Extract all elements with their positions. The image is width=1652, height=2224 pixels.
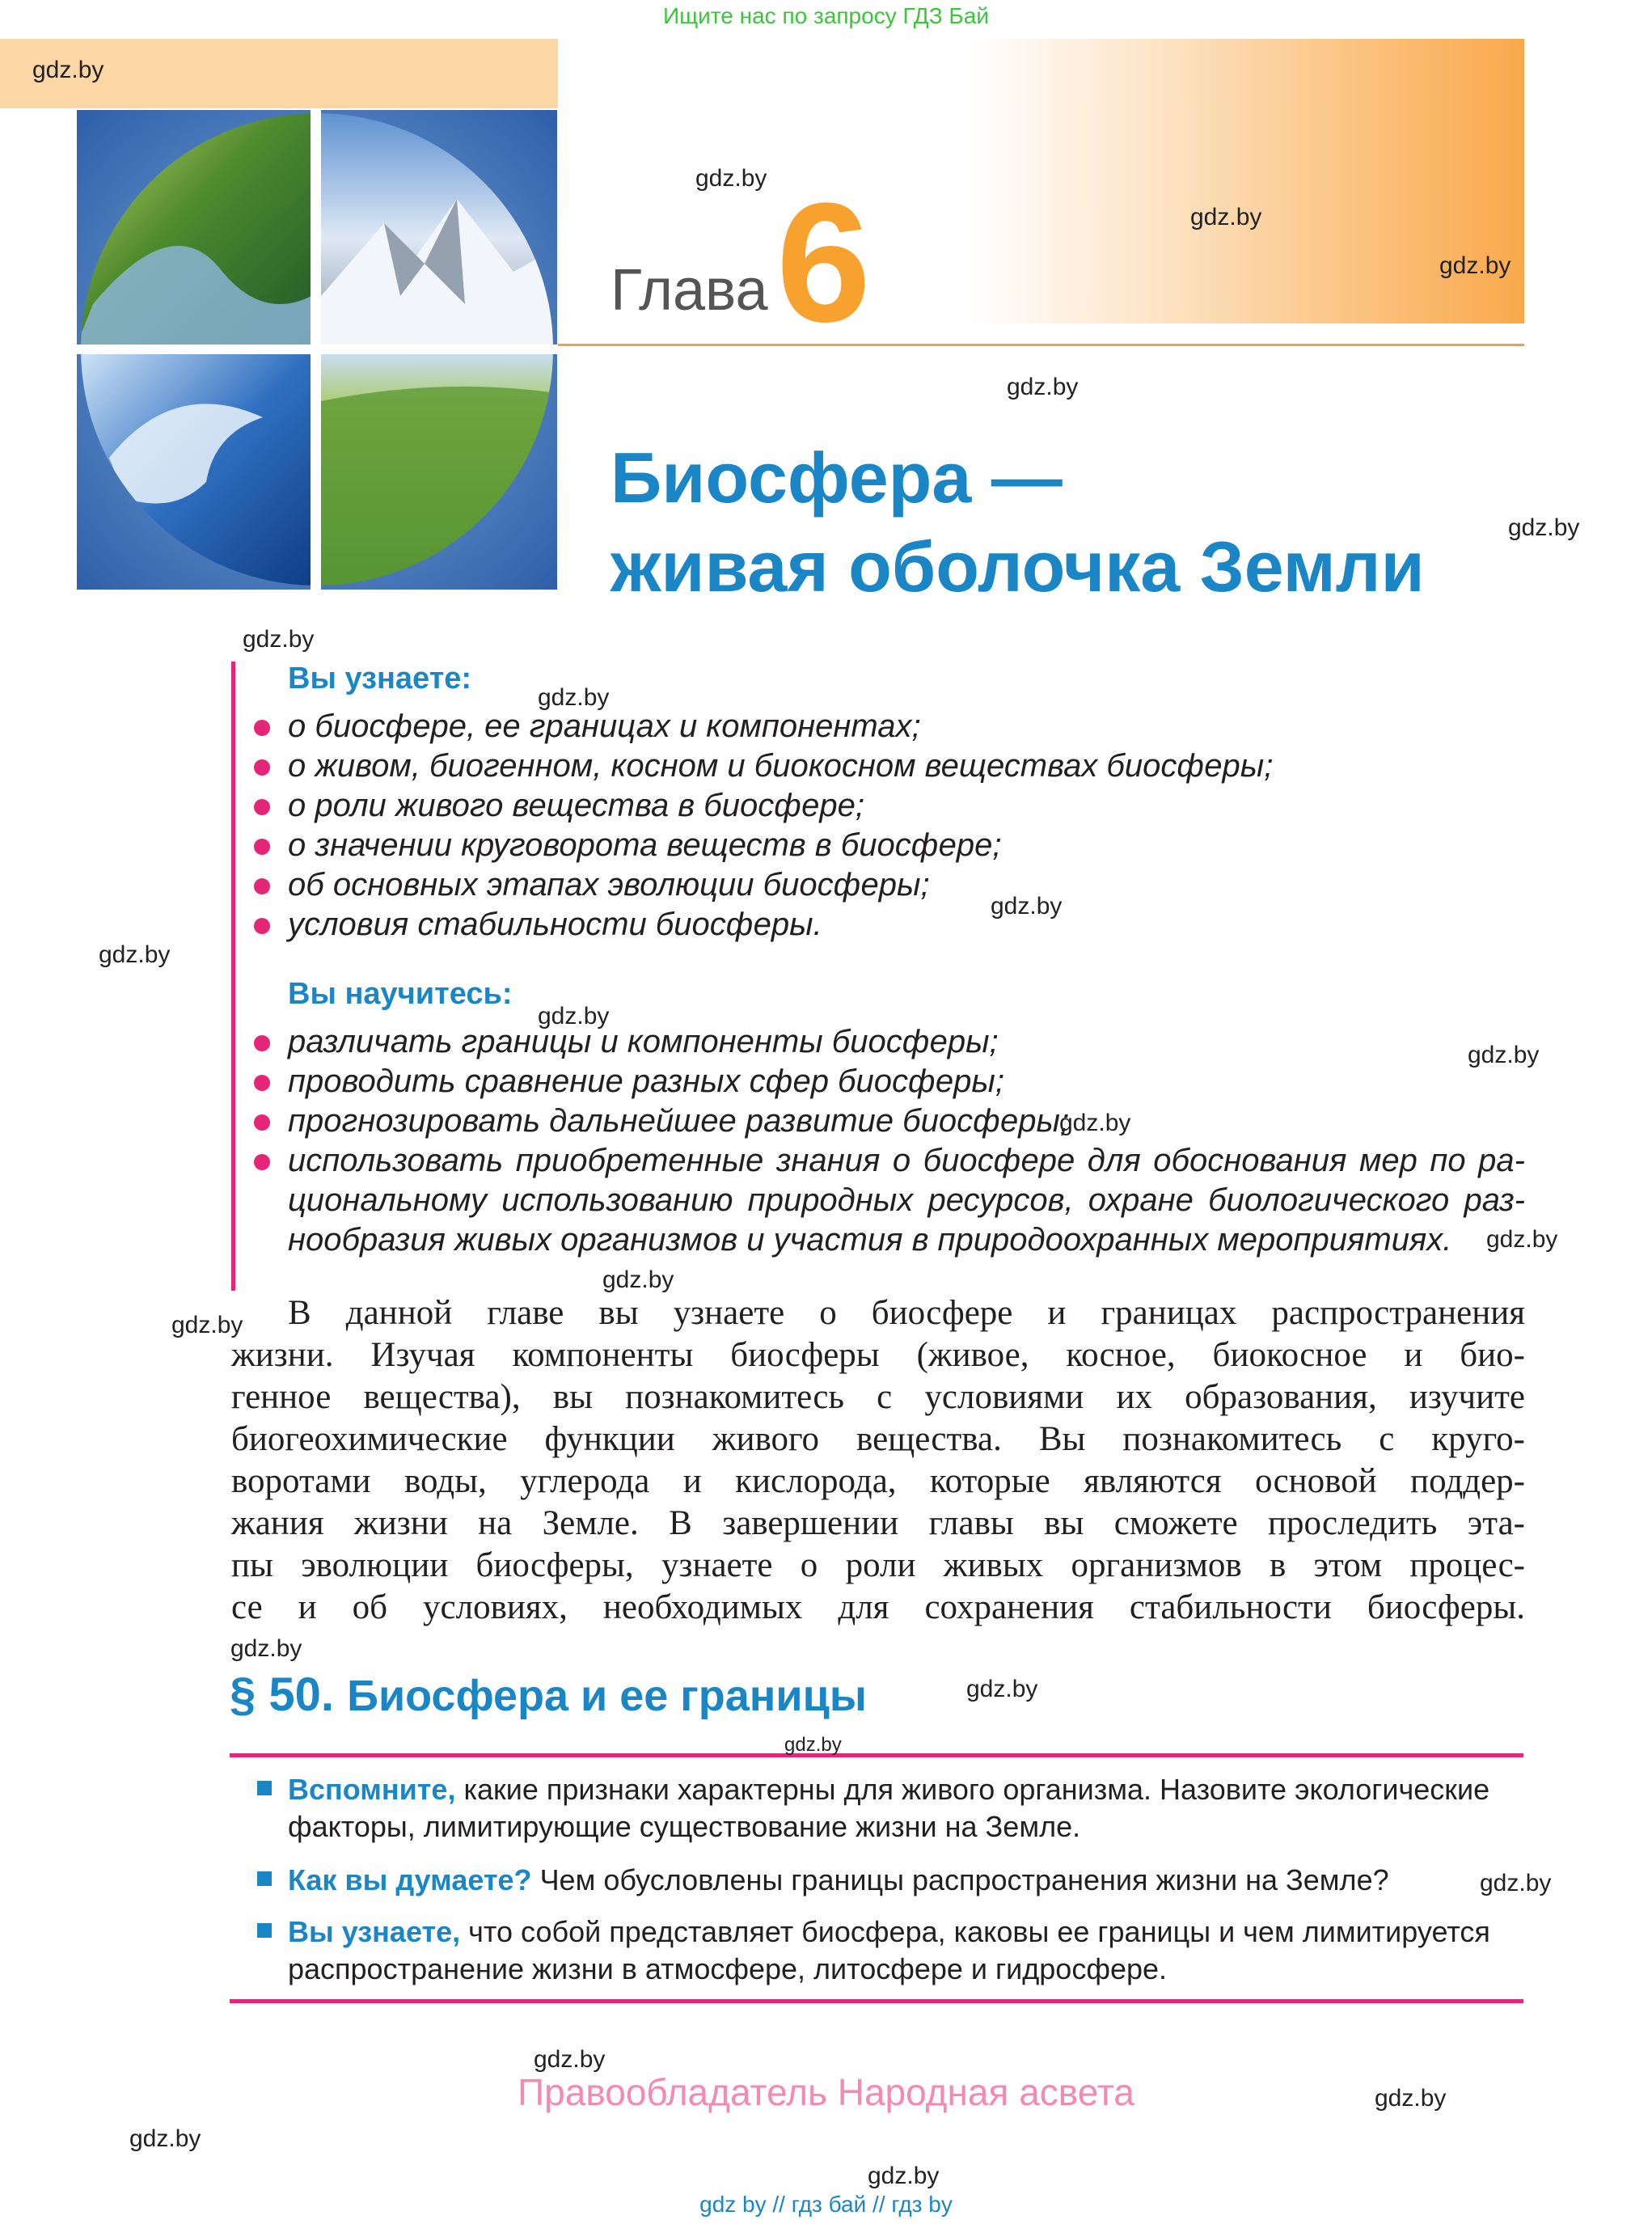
- intro-think: Как вы думаете? Чем обусловлены границы распространения жизни на Земле?: [288, 1862, 1525, 1899]
- watermark: gdz.by: [1468, 1042, 1540, 1068]
- watermark: gdz.by: [966, 1676, 1038, 1702]
- watermark: gdz.by: [602, 1266, 674, 1293]
- copyright-holder: Правообладатель Народная асвета: [518, 2071, 1134, 2113]
- header-rule: [558, 344, 1524, 346]
- footer-links[interactable]: gdz by // гдз бай // гдз by: [699, 2192, 953, 2217]
- objectives-margin-bar: [231, 662, 235, 1291]
- bullet-icon: [254, 799, 270, 815]
- bullet-icon: [254, 759, 270, 776]
- watermark: gdz.by: [538, 684, 610, 711]
- learn-heading: Вы узнаете:: [288, 662, 472, 696]
- learn-item: о значении круговорота веществ в биосфере;: [288, 827, 1002, 864]
- header-gradient-band: [970, 39, 1524, 323]
- watermark: gdz.by: [1439, 252, 1511, 279]
- watermark: gdz.by: [129, 2125, 201, 2152]
- chapter-title-line-2: живая оболочка Земли: [611, 526, 1425, 607]
- watermark: gdz.by: [1007, 374, 1079, 400]
- watermark: gdz.by: [1059, 1110, 1131, 1136]
- section-rule-bottom: [230, 1999, 1523, 2003]
- learn-item: о живом, биогенном, косном и биокосном веществах биосферы;: [288, 748, 1273, 784]
- section-name: Биосфера и ее границы: [347, 1672, 867, 1720]
- bullet-icon: [254, 1075, 270, 1091]
- bullet-icon: [254, 918, 270, 934]
- square-bullet-icon: [257, 1871, 272, 1886]
- watermark: gdz.by: [32, 57, 104, 83]
- chapter-title-line-1: Биосфера —: [611, 438, 1063, 518]
- bullet-icon: [254, 1154, 270, 1170]
- top-search-hint: Ищите нас по запросу ГДЗ Бай: [662, 3, 990, 28]
- watermark: gdz.by: [1486, 1226, 1558, 1253]
- section-number: § 50.: [230, 1668, 334, 1721]
- intro-learn: Вы узнаете, что собой представляет биосфера, каковы ее границы и чем лимитируется распространение жизни в атмосфере, литосфере и гидросфере.: [288, 1913, 1525, 1988]
- bullet-icon: [254, 1114, 270, 1131]
- watermark: gdz.by: [991, 893, 1063, 920]
- section-rule-top: [230, 1753, 1523, 1757]
- bullet-icon: [254, 878, 270, 894]
- bullet-icon: [254, 1035, 270, 1051]
- learn-item: об основных этапах эволюции биосферы;: [288, 867, 930, 903]
- chapter-illustration: [77, 110, 557, 590]
- intro-remember: Вспомните, какие признаки характерны для живого организма. Назовите экологические факторы, лимитирующие существование жизни на Земле.: [288, 1771, 1525, 1846]
- learn-item: о роли живого вещества в биосфере;: [288, 788, 864, 824]
- watermark: gdz.by: [1508, 514, 1580, 541]
- square-bullet-icon: [257, 1923, 272, 1938]
- chapter-intro-paragraph: В данной главе вы узнаете о биосфере и границах распространения: [288, 1294, 1525, 1332]
- watermark: gdz.by: [171, 1312, 243, 1338]
- watermark: gdz.by: [1480, 1870, 1552, 1896]
- watermark: gdz.by: [695, 165, 767, 192]
- bullet-icon: [254, 720, 270, 736]
- learn-item: о биосфере, ее границах и компонентах;: [288, 708, 921, 745]
- watermark: gdz.by: [230, 1635, 302, 1662]
- section-title: [230, 1668, 867, 1722]
- skills-item: различать границы и компоненты биосферы;: [288, 1024, 999, 1060]
- watermark: gdz.by: [868, 2163, 940, 2189]
- watermark: gdz.by: [243, 626, 315, 653]
- watermark: gdz.by: [99, 941, 171, 968]
- skills-item: использовать приобретенные знания о биосфере для обоснования мер по ра- циональному использованию природных ресурсов, охране биологического раз- нообразия живых организмов и участия в природоохранных мероприятиях.: [288, 1143, 1525, 1262]
- watermark: gdz.by: [1190, 204, 1262, 230]
- learn-item: условия стабильности биосферы.: [288, 907, 822, 943]
- skills-item: проводить сравнение разных сфер биосферы;: [288, 1063, 1004, 1100]
- skills-item: прогнозировать дальнейшее развитие биосферы;: [288, 1103, 1069, 1139]
- watermark: gdz.by: [784, 1734, 842, 1756]
- watermark: gdz.by: [538, 1003, 610, 1030]
- chapter-intro-paragraph-cont: жизни. Изучая компоненты биосферы (живое, косное, биокосное и био- генное вещества), вы познакомитесь с условиями их образования, изучите биогеохимические функции живого вещества. Вы познакомитесь с круго- воротами воды, углерода и кислорода, которые являются основой поддер- жания жизни на Земле. В завершении главы вы сможете проследить эта- пы эволюции биосферы, узнаете о роли живых организмов в этом процес- се и об условиях, необходимых для сохранения стабильности биосферы.: [231, 1336, 1525, 1626]
- biosphere-collage-image: [77, 110, 557, 590]
- watermark: gdz.by: [534, 2046, 606, 2073]
- square-bullet-icon: [257, 1781, 272, 1795]
- bullet-icon: [254, 839, 270, 855]
- skills-heading: Вы научитесь:: [288, 977, 513, 1011]
- chapter-label: Глава: [611, 258, 768, 323]
- chapter-number: 6: [776, 167, 871, 357]
- watermark: gdz.by: [1375, 2085, 1447, 2112]
